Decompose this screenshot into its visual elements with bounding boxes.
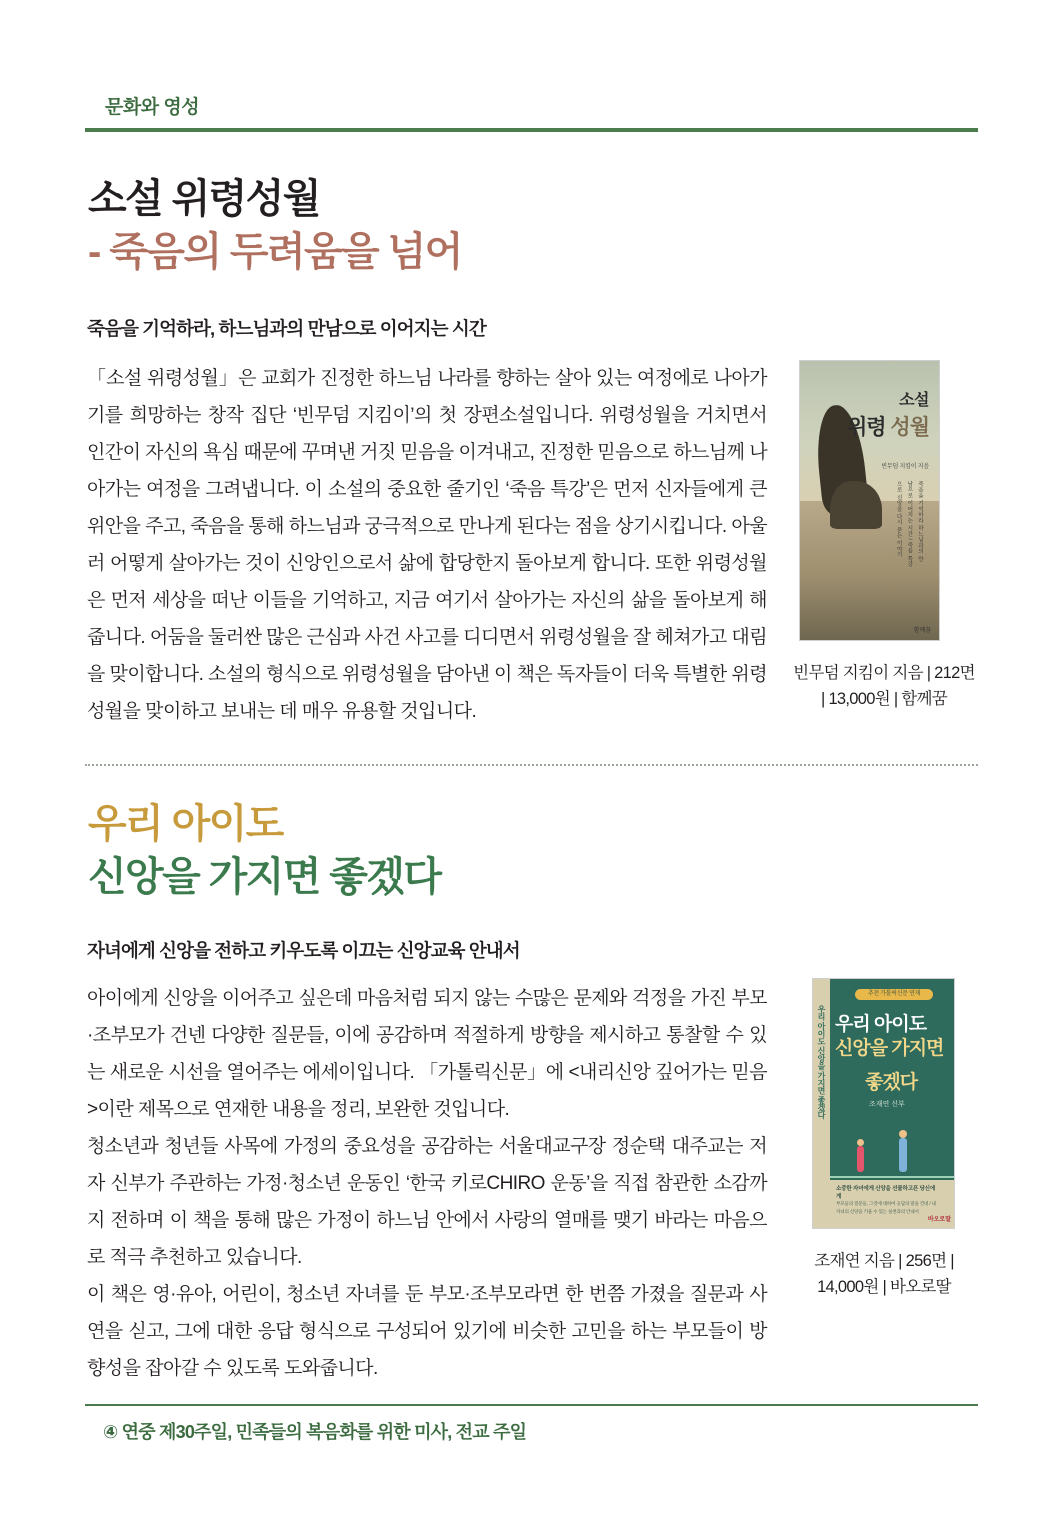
cover2-ground-line	[830, 1176, 955, 1178]
article2-title	[88, 800, 788, 902]
header-rule	[85, 128, 978, 132]
cover2-band-line1: 소중한 자녀에게 신앙을 선물하고픈 당신에게	[836, 1186, 936, 1201]
cover2-title-line2: 신앙을 가지면	[835, 1038, 944, 1060]
cover1-publisher: 함께꿈	[913, 628, 931, 634]
article2-paragraph-1: 아이에게 신앙을 이어주고 싶은데 마음처럼 되지 않는 수많은 문제와 걱정을 가진 부모·조부모가 건넨 다양한 질문들, 이에 공감하며 적절하게 방향을 제시하고 통찰할 수 있는 새로운 시선을 열어주는 에세이입니다. 「가톨릭신문」에 <내리신앙 깊어가는 믿음>이란 제목으로 연재한 내용을 정리, 보완한 것입니다.	[87, 988, 767, 1120]
cover2-spine	[813, 979, 830, 1228]
cover1-title-word1: 위령	[847, 416, 886, 439]
cover2-badge: 추천 가톨릭신문 연재	[855, 989, 933, 1000]
book-cover-image-1	[799, 360, 940, 641]
cover2-spine-text: 우리 아이도 신앙을 가지면 좋겠다	[817, 1005, 826, 1119]
cover1-vertical-blurb: 죽음을 기억하라 하느님과의 만남으로 이어지는 시간 / 죽음 특강으로 신앙을 다시 묻는 이야기	[895, 481, 923, 567]
book-caption-1: 빈무덤 지킴이 지음 | 212면 | 13,000원 | 함께꿈	[793, 664, 975, 708]
article2-paragraph-3: 이 책은 영·유아, 어린이, 청소년 자녀를 둔 부모·조부모라면 한 번쯤 가졌을 질문과 사연을 싣고, 그에 대한 응답 형식으로 구성되어 있기에 비슷한 고민을 하는 부모들이 방향성을 잡아갈 수 있도록 도와줍니다.	[87, 1284, 767, 1379]
article1-body: 「소설 위령성월」은 교회가 진정한 하느님 나라를 향하는 살아 있는 여정에로 나아가기를 희망하는 창작 집단 ‘빈무덤 지킴이’의 첫 장편소설입니다. 위령성월을 거치면서 인간이 자신의 욕심 때문에 꾸며낸 거짓 믿음을 이겨내고, 진정한 믿음으로 하느님께 나아가는 여정을 그려냅니다. 이 소설의 중요한 줄기인 ‘죽음 특강’은 먼저 신자들에게 큰 위안을 주고, 죽음을 통해 하느님과 궁극적으로 만나게 된다는 점을 상기시킵니다. 아울러 어떻게 살아가는 것이 신앙인으로서 삶에 합당한지 돌아보게 합니다. 또한 위령성월은 먼저 세상을 떠난 이들을 기억하고, 지금 여기서 살아가는 자신의 삶을 돌아보게 해줍니다. 어둠을 둘러싼 많은 근심과 사건 사고를 디디면서 위령성월을 잘 헤쳐가고 대림을 맞이합니다. 소설의 형식으로 위령성월을 담아낸 이 책은 독자들이 더욱 특별한 위령성월을 맞이하고 보내는 데 매우 유용할 것입니다.	[87, 368, 768, 722]
cover2-band	[830, 1180, 955, 1228]
article2-paragraph-2: 청소년과 청년들 사목에 가정의 중요성을 공감하는 서울대교구장 정순택 대주교는 저자 신부가 주관하는 가정·청소년 운동인 ‘한국 키로CHIRO 운동’을 직접 참관한 소감까지 전하며 이 책을 통해 많은 가정이 하느님 안에서 사랑의 열매를 맺기 바라는 마음으로 적극 추천하고 있습니다.	[87, 1136, 767, 1268]
cover2-child-figure-1	[857, 1146, 864, 1172]
cover1-author: 빈무덤 지킴이 지음	[881, 464, 929, 470]
cover2-title-line1: 우리 아이도	[835, 1014, 927, 1035]
article2-body	[87, 980, 767, 1387]
cover2-title	[835, 1013, 953, 1062]
book-cover-image-2	[812, 978, 955, 1229]
cover2-publisher: 바오로딸	[927, 1217, 951, 1223]
footer-text: ④ 연중 제30주일, 민족들의 복음화를 위한 미사, 전교 주일	[103, 1422, 527, 1442]
article1-title-line1: 소설 위령성월	[88, 177, 320, 221]
article1-title-line2: - 죽음의 두려움을 넘어	[88, 229, 462, 274]
cover1-title-word2: 성월	[890, 416, 929, 439]
article-divider	[85, 764, 978, 766]
cover1-title	[833, 417, 929, 438]
cover2-band-line2: 부모들의 질문들, 그것에 대하여 응답의 말을 건네 / 내 자녀의 신앙을 키울 수 있는 실천과의 안내서	[836, 1201, 936, 1214]
article2-subtitle: 자녀에게 신앙을 전하고 키우도록 이끄는 신앙교육 안내서	[87, 940, 520, 961]
article1-title	[88, 175, 788, 277]
book-caption-2: 조재연 지음 | 256면 | 14,000원 | 바오로딸	[814, 1252, 954, 1296]
cover2-title-line3: 좋겠다	[865, 1072, 918, 1093]
footer-rule	[85, 1404, 978, 1406]
article1-subtitle: 죽음을 기억하라, 하느님과의 만남으로 이어지는 시간	[87, 318, 486, 339]
cover1-top-word: 소설	[899, 392, 929, 409]
article2-title-line2: 신앙을 가지면 좋겠다	[88, 854, 441, 899]
cover2-author: 조재연 신부	[869, 1101, 905, 1108]
section-label: 문화와 영성	[105, 97, 200, 118]
cover2-child-figure-2	[899, 1138, 907, 1172]
article2-title-line1: 우리 아이도	[88, 802, 283, 846]
section-header	[85, 98, 978, 132]
